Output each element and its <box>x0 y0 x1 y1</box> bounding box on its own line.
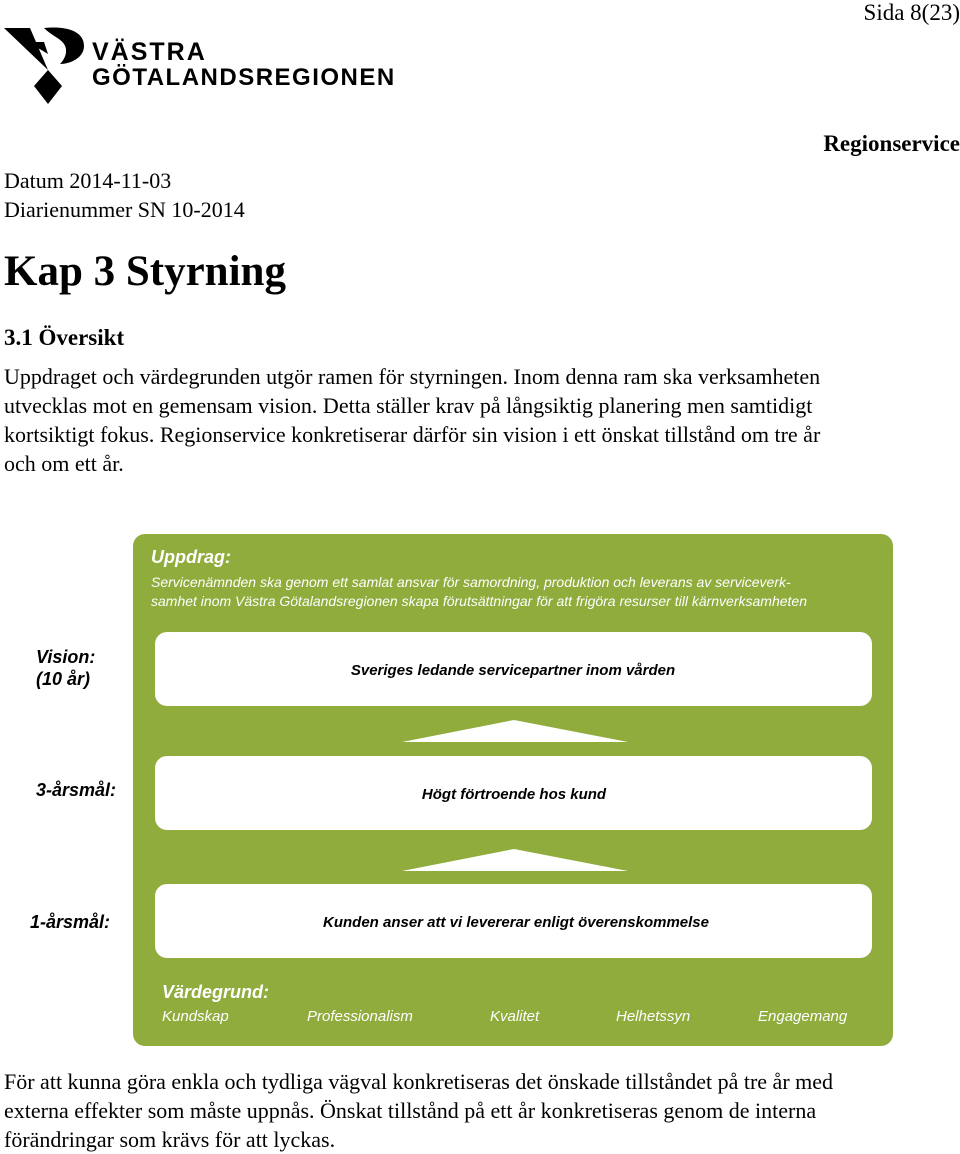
value-item: Professionalism <box>307 1008 413 1025</box>
governance-diagram <box>0 530 960 1050</box>
mission-line: samhet inom Västra Götalandsregionen skapa förutsättningar för att frigöra resurser till kärnverksamheten <box>151 593 807 609</box>
vision-sublabel: (10 år) <box>36 669 91 689</box>
closing-line: externa effekter som måste uppnås. Önskat tillstånd på ett år konkretiseras genom de interna <box>4 1098 817 1123</box>
intro-line: och om ett år. <box>4 451 124 476</box>
value-item: Helhetssyn <box>616 1008 691 1025</box>
logo-text-line2: GÖTALANDSREGIONEN <box>92 64 396 91</box>
chapter-title: Kap 3 Styrning <box>4 248 286 295</box>
document-reference: Diarienummer SN 10-2014 <box>4 197 245 222</box>
goal1-text: Kunden anser att vi levererar enligt överenskommelse <box>323 914 709 931</box>
goal3-label: 3-årsmål: <box>36 780 117 800</box>
intro-line: utvecklas mot en gemensam vision. Detta ställer krav på långsiktig planering men samtidigt <box>4 393 813 418</box>
value-item: Engagemang <box>758 1008 848 1025</box>
goal3-text: Högt förtroende hos kund <box>421 786 607 803</box>
closing-line: förändringar som krävs för att lyckas. <box>4 1127 336 1152</box>
value-item: Kundskap <box>162 1008 229 1025</box>
value-item: Kvalitet <box>490 1008 540 1025</box>
logo-text-line1: VÄSTRA <box>92 38 207 66</box>
unit-name: Regionservice <box>823 131 960 156</box>
values-heading: Värdegrund: <box>162 982 270 1002</box>
intro-paragraph <box>4 362 956 478</box>
organization-logo <box>4 24 394 108</box>
mission-line: Servicenämnden ska genom ett samlat ansvar för samordning, produktion och leverans av serviceverk- <box>151 574 791 590</box>
closing-line: För att kunna göra enkla och tydliga vägval konkretiseras det önskade tillståndet på tre år med <box>4 1069 834 1094</box>
vision-text: Sveriges ledande servicepartner inom vården <box>350 662 676 679</box>
logo-emblem-icon <box>4 24 88 108</box>
closing-paragraph <box>4 1067 956 1154</box>
section-title: 3.1 Översikt <box>4 325 125 350</box>
goal1-label: 1-årsmål: <box>30 912 111 932</box>
page-number: Sida 8(23) <box>863 0 960 25</box>
vision-label: Vision: <box>36 647 96 667</box>
document-date: Datum 2014-11-03 <box>4 168 172 193</box>
mission-heading: Uppdrag: <box>151 547 231 567</box>
intro-line: Uppdraget och värdegrunden utgör ramen för styrningen. Inom denna ram ska verksamheten <box>4 364 821 389</box>
intro-line: kortsiktigt fokus. Regionservice konkretiserar därför sin vision i ett önskat tillstånd om tre år <box>4 422 821 447</box>
